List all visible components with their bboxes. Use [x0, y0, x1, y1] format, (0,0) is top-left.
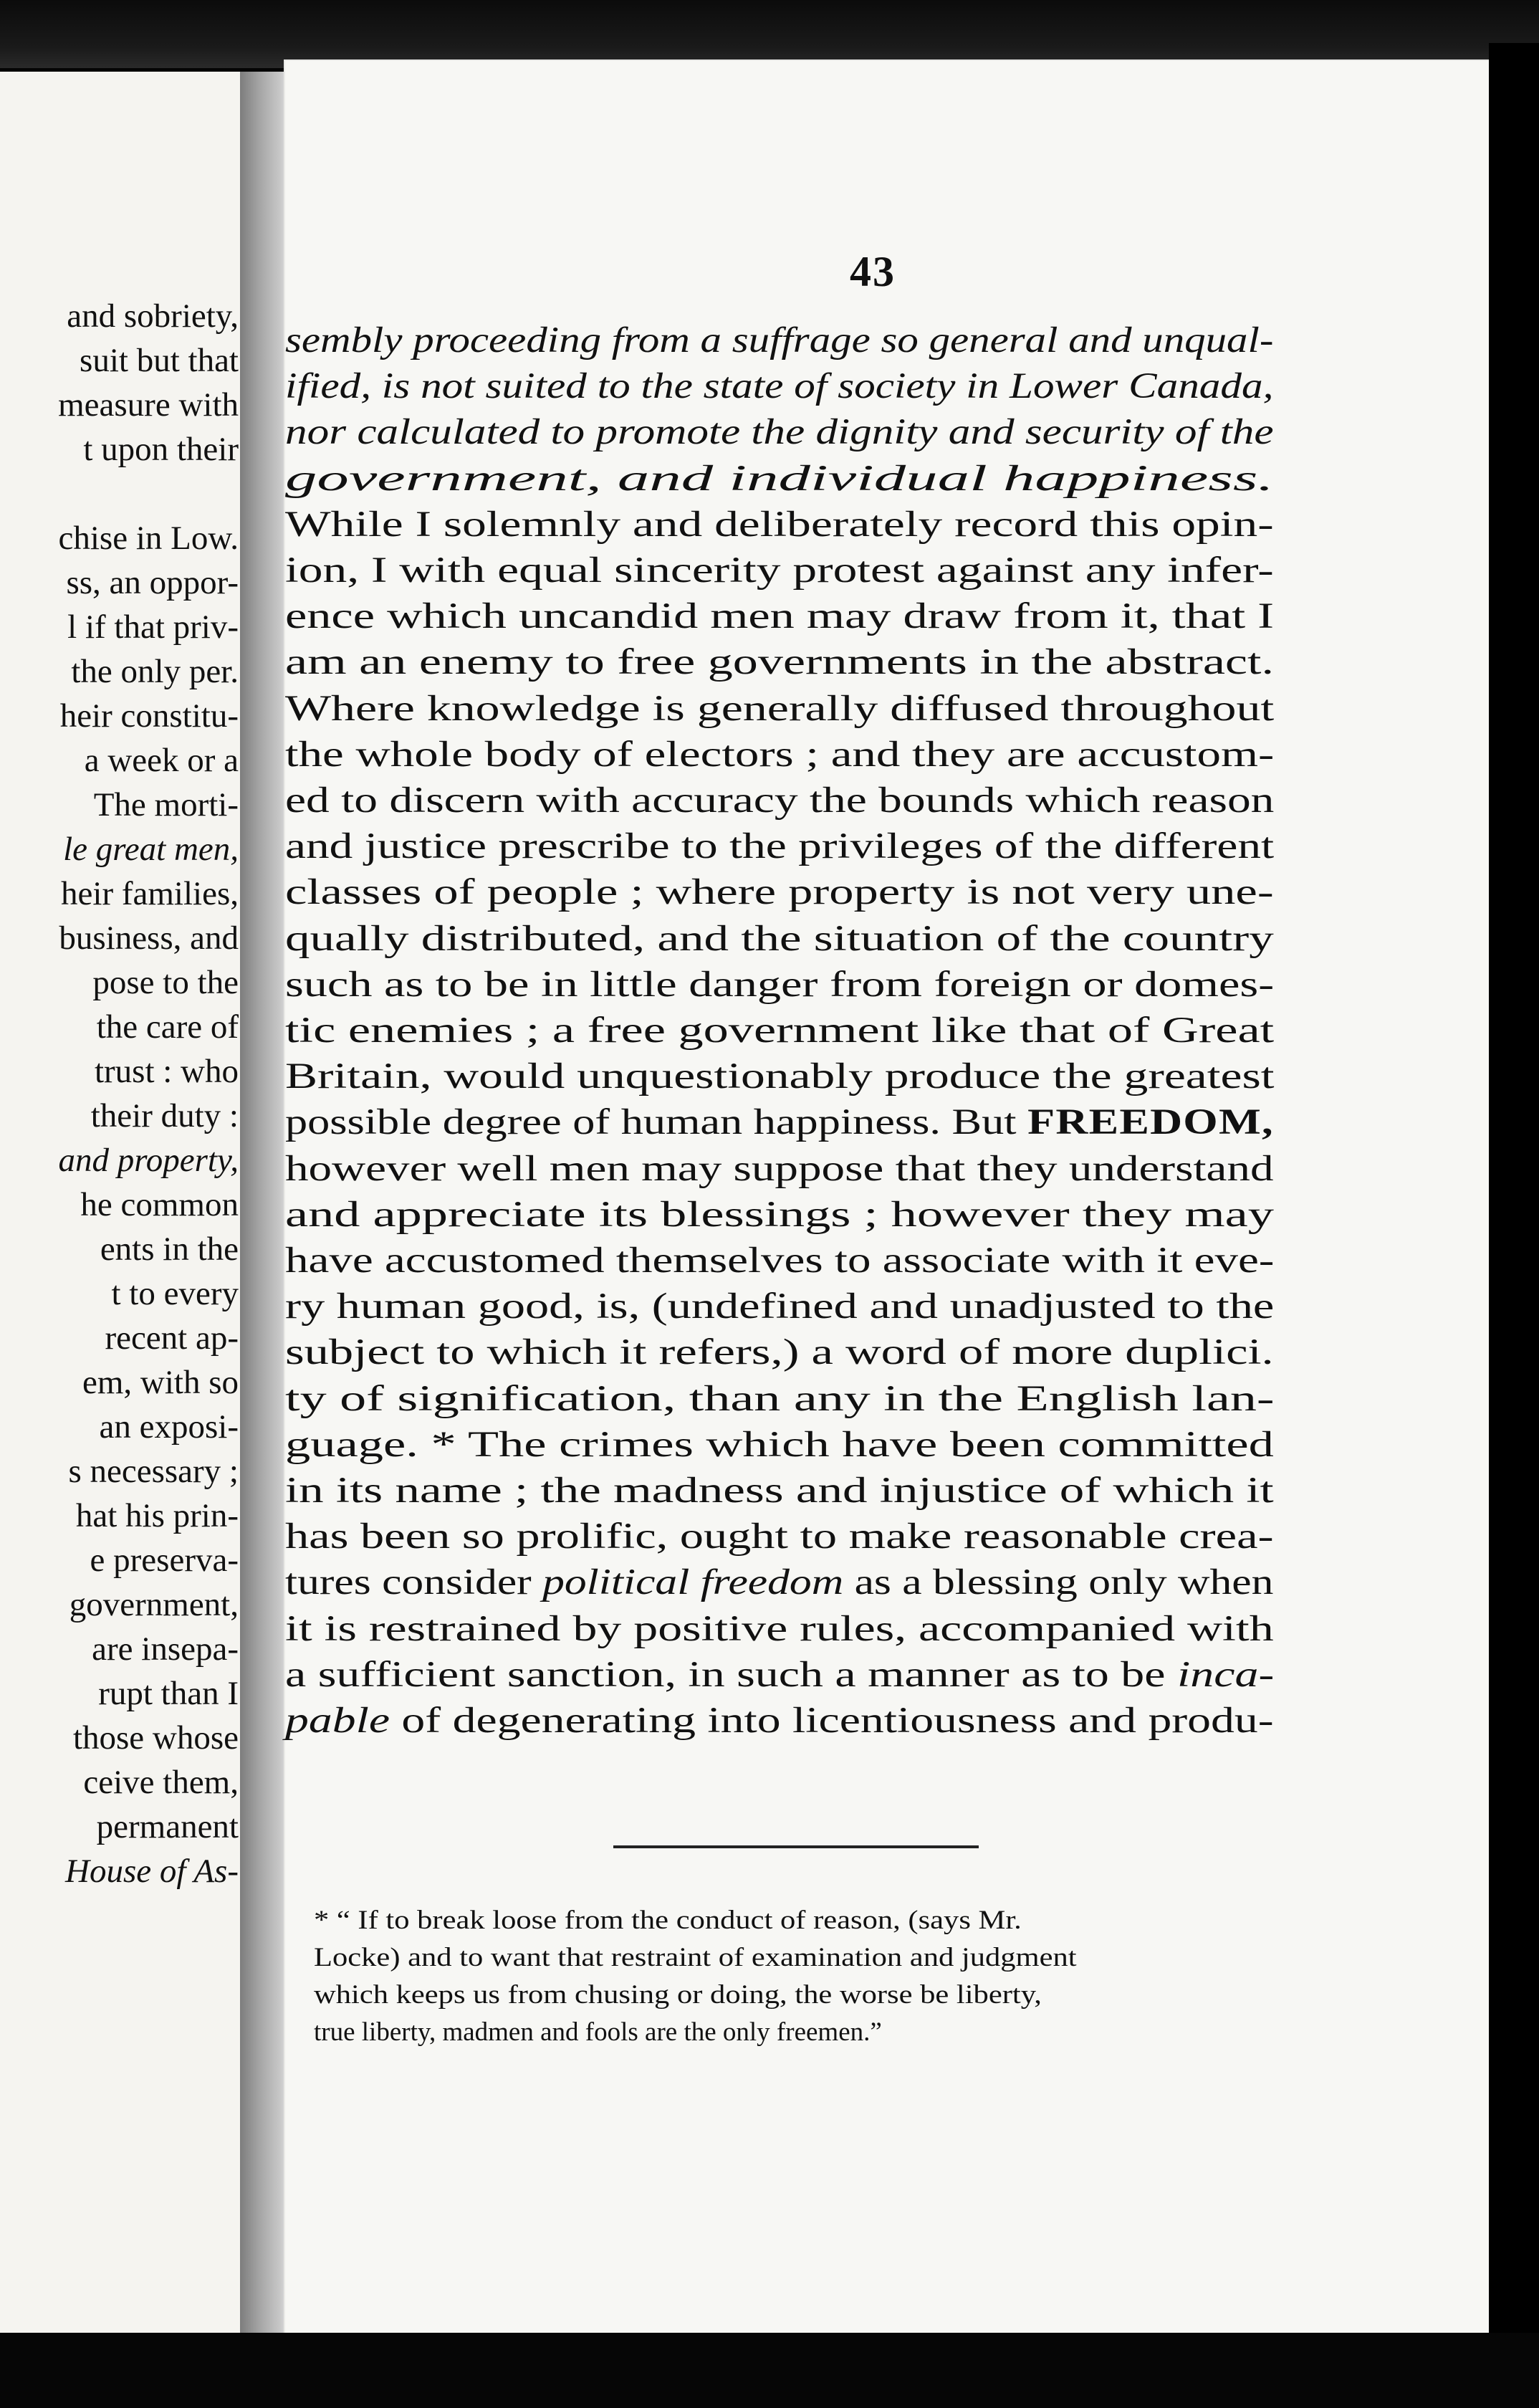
- body-line: [285, 1055, 1275, 1098]
- body-line: [285, 1561, 1273, 1604]
- left-page-line: he common: [80, 1186, 239, 1223]
- page-gutter: [240, 72, 290, 2358]
- left-page-line: those whose: [72, 1719, 239, 1757]
- top-shadow-edge: [0, 0, 1539, 68]
- left-page-line: ceive them,: [83, 1764, 239, 1801]
- left-page-line: pose to the: [92, 964, 239, 1001]
- body-line: [285, 1239, 1274, 1282]
- body-line: [285, 1515, 1274, 1558]
- body-line-text: Britain, would unquestionably produce the greatest: [285, 1056, 1275, 1097]
- left-page-line: their duty :: [90, 1097, 239, 1134]
- left-page-line: the care of: [96, 1008, 239, 1046]
- body-line-text: ty of signification, than any in the English lan-: [285, 1378, 1275, 1419]
- body-line-text: guage. * The crimes which have been committed: [285, 1424, 1274, 1465]
- footnote-line: which keeps us from chusing or doing, the worse be liberty,: [314, 1980, 1042, 2010]
- left-page-line: ss, an oppor-: [66, 564, 239, 601]
- left-page-line: an exposi-: [99, 1408, 239, 1446]
- body-line: [285, 779, 1274, 822]
- body-line: [285, 825, 1274, 868]
- left-page-line: heir constitu-: [59, 697, 239, 735]
- body-line: [285, 1009, 1274, 1052]
- body-line: [285, 641, 1274, 684]
- left-page-line: s necessary ;: [68, 1453, 239, 1490]
- body-line-text: ified, is not suited to the state of society in Lower Canada,: [285, 366, 1274, 407]
- left-page-line: permanent: [96, 1808, 239, 1845]
- body-line-text: While I solemnly and deliberately record this opin-: [285, 504, 1274, 545]
- body-line-text: and appreciate its blessings ; however they may: [285, 1194, 1274, 1235]
- body-line-text: ry human good, is, (undefined and unadjusted to the: [285, 1286, 1275, 1327]
- body-line: [285, 871, 1274, 914]
- left-page-line: and sobriety,: [67, 297, 239, 335]
- footnote-rule: [613, 1845, 979, 1848]
- body-line: [285, 365, 1273, 408]
- body-line-text: have accustomed themselves to associate with it eve-: [285, 1241, 1275, 1281]
- body-line-text: possible degree of human happiness. But: [285, 1102, 1028, 1143]
- left-page: [0, 72, 247, 2351]
- footnote-line: true liberty, madmen and fools are the only freemen.”: [314, 2017, 882, 2047]
- body-line-text: tures consider: [285, 1562, 543, 1603]
- left-page-line: heir families,: [61, 875, 239, 912]
- left-page-line: e preserva-: [90, 1542, 239, 1579]
- body-line: [285, 1469, 1274, 1512]
- left-page-line: government,: [69, 1586, 239, 1623]
- italic-phrase: political freedom: [542, 1562, 844, 1603]
- body-line-text-after: as a blessing only when: [843, 1562, 1274, 1603]
- body-line-text: nor calculated to promote the dignity and security of the: [285, 412, 1274, 453]
- body-line: [285, 503, 1274, 546]
- left-page-line: are insepa-: [92, 1630, 239, 1668]
- italic-phrase: pable: [285, 1701, 390, 1741]
- body-line: [285, 1331, 1274, 1374]
- body-line: [285, 1193, 1274, 1236]
- body-line: [285, 1607, 1274, 1650]
- left-page-line: rupt than I: [98, 1675, 239, 1712]
- body-line-text: it is restrained by positive rules, accompanied with: [285, 1608, 1274, 1649]
- left-page-line: em, with so: [82, 1364, 239, 1401]
- body-line-text: qually distributed, and the situation of the country: [285, 918, 1274, 959]
- body-line: [285, 595, 1274, 638]
- right-page: [285, 61, 1489, 2333]
- footnote-line: * “ If to break loose from the conduct of reason, (says Mr.: [314, 1906, 1022, 1935]
- body-line-text: such as to be in little danger from foreign or domes-: [285, 964, 1275, 1005]
- body-line-text: and justice prescribe to the privileges of the different: [285, 826, 1275, 867]
- bottom-dark-edge: [0, 2333, 1539, 2408]
- left-page-text-column: [0, 294, 239, 1893]
- body-line: [285, 1101, 1274, 1144]
- body-line-text: tic enemies ; a free government like that of Great: [285, 1010, 1275, 1051]
- left-page-line: measure with: [58, 386, 239, 424]
- body-line-text: classes of people ; where property is not very une-: [285, 872, 1274, 913]
- body-line: [285, 1653, 1274, 1696]
- body-line: [285, 1423, 1274, 1466]
- left-page-line: and property,: [58, 1142, 239, 1179]
- left-page-line: [0, 472, 239, 516]
- body-line: [285, 1699, 1274, 1742]
- body-line-text: the whole body of electors ; and they are accustom-: [285, 734, 1275, 775]
- body-line-text: however well men may suppose that they understand: [285, 1148, 1274, 1189]
- body-line: [285, 963, 1274, 1006]
- body-line: [285, 319, 1273, 362]
- body-line: [285, 1377, 1275, 1420]
- body-line: [285, 411, 1274, 454]
- left-page-line: a week or a: [84, 742, 239, 779]
- left-page-line: recent ap-: [105, 1319, 239, 1357]
- body-line: [285, 1285, 1274, 1328]
- left-page-line: chise in Low.: [58, 520, 239, 557]
- body-line-text: Where knowledge is generally diffused throughout: [285, 688, 1275, 729]
- footnote-line: Locke) and to want that restraint of examination and judgment: [314, 1943, 1077, 1972]
- left-page-line: t upon their: [83, 431, 239, 468]
- body-line-text: in its name ; the madness and injustice of which it: [285, 1471, 1274, 1511]
- left-page-line: The morti-: [93, 786, 239, 823]
- body-line-text: ion, I with equal sincerity protest against any infer-: [285, 550, 1274, 591]
- left-page-line: business, and: [59, 919, 239, 957]
- left-page-line: ents in the: [100, 1231, 239, 1268]
- body-line-text: am an enemy to free governments in the abstract.: [285, 642, 1275, 683]
- body-line-text: government, and individual happiness.: [285, 458, 1274, 499]
- left-page-line: l if that priv-: [67, 608, 239, 646]
- left-page-line: House of As-: [65, 1853, 239, 1890]
- left-page-line: trust : who: [94, 1053, 239, 1090]
- body-line-text: a sufficient sanction, in such a manner as to be: [285, 1654, 1177, 1695]
- italic-phrase: inca-: [1176, 1654, 1275, 1695]
- body-line-text: ed to discern with accuracy the bounds which reason: [285, 780, 1275, 821]
- body-line: [285, 687, 1274, 730]
- body-line: [285, 457, 1274, 500]
- body-line: [285, 733, 1274, 776]
- left-page-line: le great men,: [63, 831, 239, 868]
- body-line: [285, 917, 1274, 960]
- body-line-text: subject to which it refers,) a word of more duplici.: [285, 1332, 1274, 1373]
- left-page-line: t to every: [111, 1275, 239, 1312]
- body-line: [285, 549, 1274, 592]
- page-number: 43: [850, 248, 896, 295]
- left-page-line: hat his prin-: [75, 1497, 239, 1534]
- body-line-text: sembly proceeding from a suffrage so general and unqual-: [285, 320, 1274, 360]
- body-line: [285, 1147, 1274, 1190]
- left-page-line: suit but that: [80, 342, 239, 379]
- left-page-line: the only per.: [71, 653, 239, 690]
- small-caps-word: FREEDOM,: [1027, 1102, 1274, 1143]
- body-line-text: ence which uncandid men may draw from it, that I: [285, 596, 1274, 637]
- right-dark-edge: [1489, 43, 1539, 2408]
- body-line-text: has been so prolific, ought to make reasonable crea-: [285, 1516, 1274, 1557]
- body-line-text-after: of degenerating into licentiousness and produ-: [390, 1701, 1274, 1741]
